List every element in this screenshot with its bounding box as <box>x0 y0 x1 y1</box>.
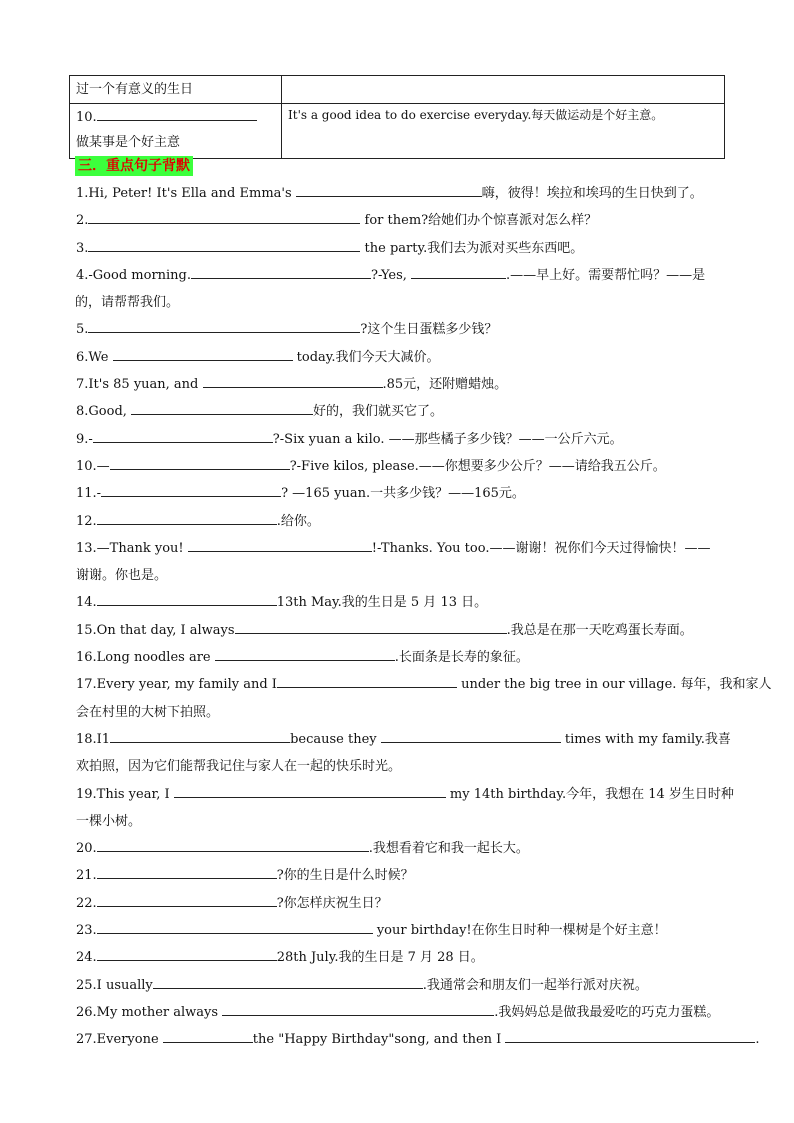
answer-blank[interactable] <box>163 1030 253 1043</box>
answer-blank[interactable] <box>101 484 281 497</box>
prompt-text: 24. <box>76 950 97 966</box>
list-item <box>76 371 726 398</box>
table-cell <box>70 76 282 104</box>
answer-blank[interactable] <box>88 239 360 252</box>
prompt-text: 4.-Good morning. <box>76 267 192 283</box>
translation-text: ? —165 yuan.一共多少钱？——165元。 <box>281 486 525 502</box>
prompt-text: 8.Good, <box>76 404 132 420</box>
translation-text: .我总是在那一天吃鸡蛋长寿面。 <box>506 622 693 638</box>
translation-text: 会在村里的大树下拍照。 <box>76 704 220 720</box>
translation-text: .我想看着它和我一起长大。 <box>368 841 529 857</box>
list-item <box>76 835 726 862</box>
table-cell <box>282 76 725 104</box>
answer-blank[interactable] <box>191 266 371 279</box>
example-sentence: It's a good idea to do exercise everyday.每天做运动是个好主意。 <box>288 108 664 122</box>
prompt-text: 1.Hi, Peter! It's Ella and Emma's <box>76 186 296 201</box>
answer-blank[interactable] <box>113 348 293 361</box>
answer-blank[interactable] <box>88 211 360 224</box>
translation-text: ?你怎样庆祝生日？ <box>276 895 388 911</box>
prompt-text: 13.—Thank you! <box>76 540 188 556</box>
prompt-text: 3. <box>76 240 89 256</box>
translation-text: .85元，还附赠蜡烛。 <box>382 377 508 393</box>
phrase-table <box>69 75 725 159</box>
prompt-text: 17.Every year, my family and I <box>76 677 277 693</box>
answer-blank[interactable] <box>296 184 482 197</box>
list-item <box>76 999 726 1026</box>
prompt-text: 9.- <box>76 431 93 447</box>
list-item <box>76 753 726 780</box>
prompt-text: 7.It's 85 yuan, and <box>76 377 203 393</box>
list-item <box>76 207 726 234</box>
prompt-text: 12. <box>76 513 97 529</box>
translation-text: under the big tree in our village. 每年，我和家人 <box>456 677 772 693</box>
prompt-text: 25.I usually <box>76 977 153 993</box>
translation-text: ?你的生日是什么时候？ <box>276 868 414 884</box>
list-item <box>76 726 731 753</box>
list-item <box>76 944 726 971</box>
list-item <box>76 862 726 889</box>
answer-blank[interactable] <box>97 839 369 852</box>
answer-blank[interactable] <box>97 894 277 907</box>
prompt-text: 22. <box>76 895 97 911</box>
table-cell <box>70 104 282 159</box>
translation-text: .我通常会和朋友们一起举行派对庆祝。 <box>422 977 648 993</box>
translation-text: 28th July.我的生日是 7 月 28 日。 <box>276 950 484 966</box>
list-item <box>76 480 726 507</box>
prompt-text: 16.Long noodles are <box>76 650 215 666</box>
translation-text: times with my family.我喜 <box>560 731 731 747</box>
prompt-text: 18.I1 <box>76 731 111 747</box>
sentence-list <box>75 180 772 1054</box>
translation-text: .我妈妈总是做我最爱吃的巧克力蛋糕。 <box>494 1004 720 1020</box>
translation-text: ?-Five kilos, please.——你想要多少公斤？——请给我五公斤。 <box>289 458 666 474</box>
answer-blank[interactable] <box>97 921 373 934</box>
answer-blank[interactable] <box>411 266 506 279</box>
translation-text: for them?给她们办个惊喜派对怎么样？ <box>360 213 598 229</box>
list-item <box>76 535 726 562</box>
translation-text: your birthday!在你生日时种一棵树是个好主意！ <box>372 923 667 939</box>
list-item <box>76 589 726 616</box>
prompt-text: because they <box>290 731 381 747</box>
translation-text: 谢谢。你也是。 <box>76 568 168 584</box>
translation-text: .长面条是长寿的象征。 <box>394 650 529 666</box>
item-number: 10. <box>76 110 97 125</box>
prompt-text: 21. <box>76 868 97 884</box>
translation-text: today.我们今天大减价。 <box>292 349 440 365</box>
cell-text: 做某事是个好主意 <box>76 135 181 150</box>
prompt-text: 6.We <box>76 349 113 365</box>
prompt-text: . <box>755 1032 760 1048</box>
translation-text: .——早上好。需要帮忙吗？——是 <box>506 267 706 283</box>
answer-blank[interactable] <box>174 785 446 798</box>
list-item <box>76 699 726 726</box>
answer-blank[interactable] <box>222 1003 494 1016</box>
list-item <box>76 917 726 944</box>
list-item <box>76 617 726 644</box>
answer-blank[interactable] <box>110 457 290 470</box>
answer-blank[interactable] <box>97 866 277 879</box>
list-item <box>76 508 726 535</box>
translation-text: .给你。 <box>276 513 320 529</box>
translation-text: my 14th birthday.今年，我想在 14 岁生日时种 <box>445 786 734 802</box>
translation-text: 好的，我们就买它了。 <box>313 404 444 420</box>
translation-text: !-Thanks. You too.——谢谢！祝你们今天过得愉快！—— <box>371 540 711 556</box>
table-cell <box>282 104 725 159</box>
list-item <box>76 808 726 835</box>
list-item <box>76 235 726 262</box>
translation-text: ?这个生日蛋糕多少钱？ <box>360 322 498 338</box>
list-item <box>76 781 734 808</box>
table-row <box>70 76 725 104</box>
list-item <box>76 671 772 698</box>
translation-text: 的，请帮帮我们。 <box>75 295 180 311</box>
prompt-text: 11.- <box>76 486 102 502</box>
list-item <box>76 398 726 425</box>
list-item <box>76 262 726 289</box>
translation-text: 一棵小树。 <box>76 813 142 829</box>
list-item <box>76 562 726 589</box>
answer-blank[interactable] <box>203 375 383 388</box>
prompt-text: 10.— <box>76 458 110 474</box>
translation-text: ?-Six yuan a kilo. ——那些橘子多少钱？——一公斤六元。 <box>272 431 623 447</box>
answer-blank[interactable] <box>505 1030 755 1043</box>
answer-blank[interactable] <box>381 730 561 743</box>
prompt-text: 23. <box>76 923 97 939</box>
list-item <box>76 972 726 999</box>
prompt-text: 27.Everyone <box>76 1032 163 1048</box>
prompt-text: 14. <box>76 595 97 611</box>
prompt-text: 26.My mother always <box>76 1004 223 1020</box>
prompt-text: 20. <box>76 841 97 857</box>
answer-blank[interactable] <box>97 593 277 606</box>
table-row <box>70 104 725 159</box>
translation-text: the party.我们去为派对买些东西吧。 <box>360 240 584 256</box>
list-item <box>76 316 726 343</box>
translation-text: 13th May.我的生日是 5 月 13 日。 <box>276 595 488 611</box>
list-item <box>76 644 726 671</box>
list-item <box>76 344 726 371</box>
answer-blank[interactable] <box>97 512 277 525</box>
list-item <box>75 289 726 316</box>
answer-blank[interactable] <box>97 948 277 961</box>
translation-text: 嗨，彼得！埃拉和埃玛的生日快到了。 <box>481 186 703 201</box>
list-item <box>76 1026 760 1053</box>
answer-blank[interactable] <box>131 402 313 415</box>
answer-blank[interactable] <box>277 675 457 688</box>
list-item <box>76 890 726 917</box>
prompt-text: 2. <box>76 213 89 229</box>
translation-text: 欢拍照，因为它们能帮我记住与家人在一起的快乐时光。 <box>76 759 402 775</box>
answer-blank[interactable] <box>97 106 257 121</box>
answer-blank[interactable] <box>215 648 395 661</box>
answer-blank[interactable] <box>88 320 360 333</box>
list-item <box>76 453 726 480</box>
section-title: 三．重点句子背默 <box>75 156 193 176</box>
answer-blank[interactable] <box>110 730 290 743</box>
prompt-text: 5. <box>76 322 89 338</box>
prompt-text: 15.On that day, I always <box>76 622 235 638</box>
cell-text: 过一个有意义的生日 <box>76 82 194 97</box>
prompt-text: the "Happy Birthday"song, and then I <box>252 1032 506 1048</box>
answer-blank[interactable] <box>153 976 423 989</box>
list-item <box>76 180 726 207</box>
list-item <box>76 426 726 453</box>
answer-blank[interactable] <box>93 430 273 443</box>
answer-blank[interactable] <box>188 539 372 552</box>
prompt-text: ?-Yes, <box>371 267 412 283</box>
answer-blank[interactable] <box>235 621 507 634</box>
prompt-text: 19.This year, I <box>76 786 174 802</box>
